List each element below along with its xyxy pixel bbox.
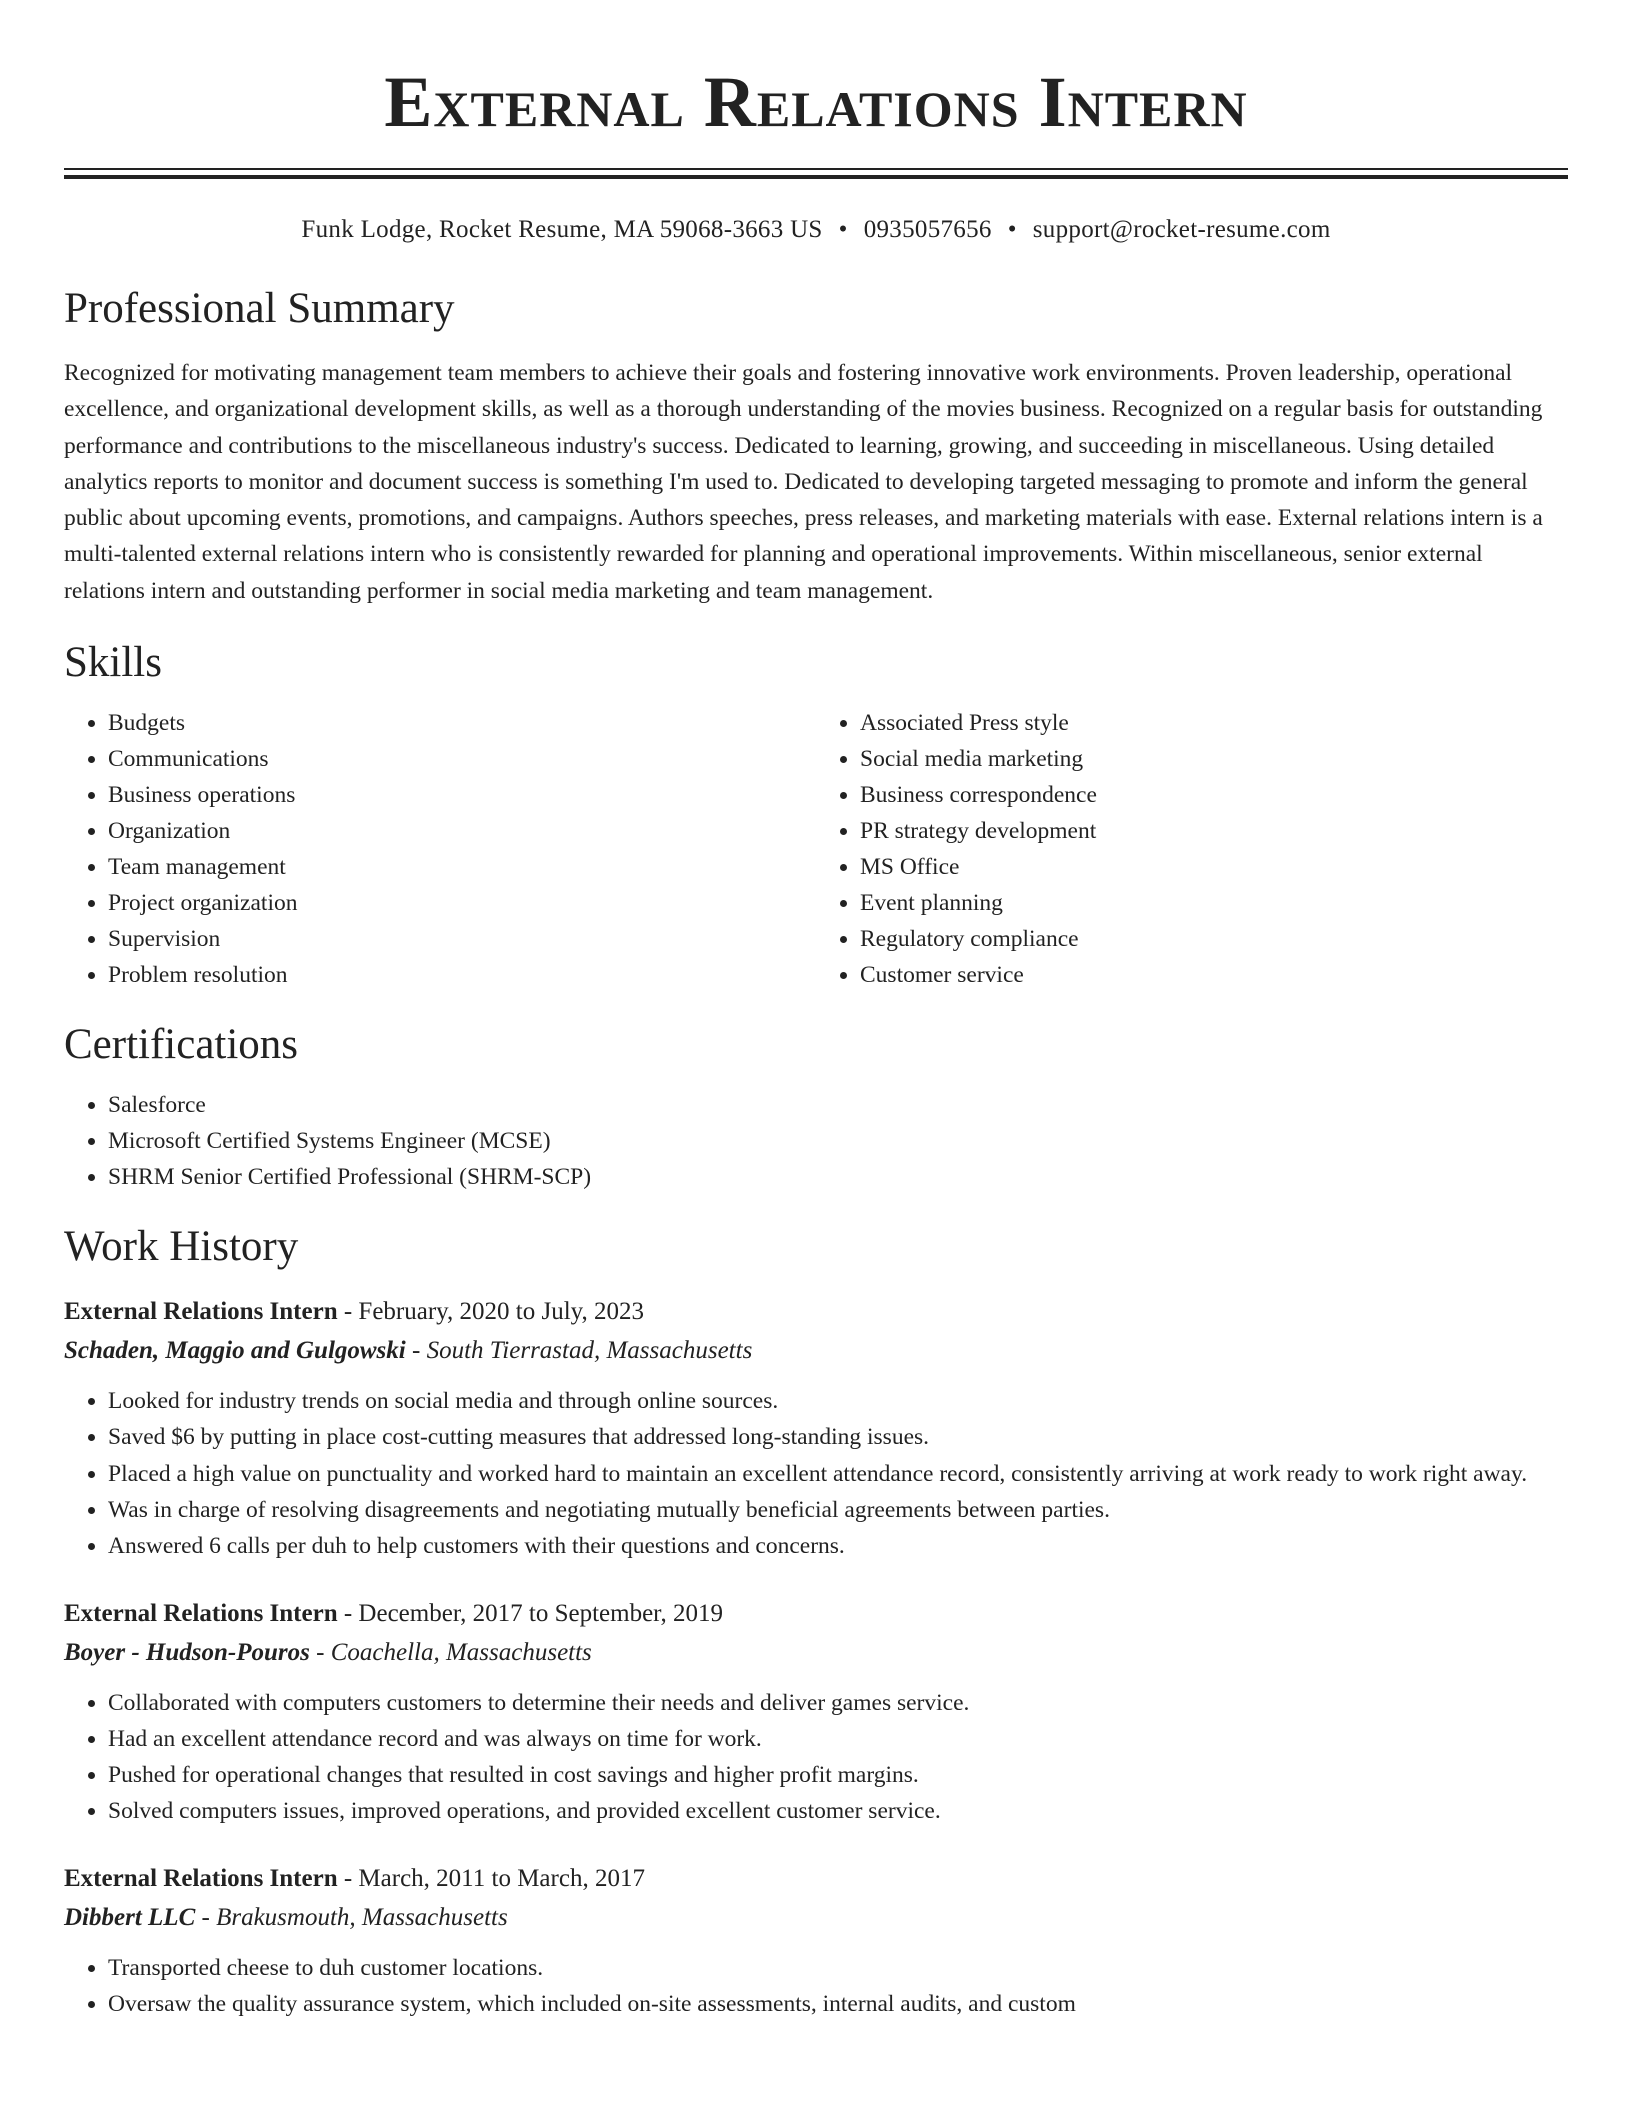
skill-item: • MS Office — [860, 849, 1568, 885]
job-duties — [64, 1950, 1568, 2023]
job-location: - South Tierrastad, Massachusetts — [405, 1337, 753, 1365]
job-entry — [64, 1595, 1568, 1830]
contact-email: support@rocket-resume.com — [1032, 216, 1331, 243]
job-header — [64, 1860, 1568, 1898]
certification-item: • Salesforce — [108, 1087, 1568, 1123]
certification-item: • SHRM Senior Certified Professional (SHRM-SCP) — [108, 1159, 1568, 1195]
skill-item: • Business operations — [108, 777, 816, 813]
job-header — [64, 1595, 1568, 1633]
job-duty: • Placed a high value on punctuality and worked hard to maintain an excellent attendance record, consistently arriving at work ready to work right away. — [108, 1456, 1568, 1492]
skill-item: • Communications — [108, 741, 816, 777]
job-employer — [64, 1898, 1568, 1938]
skills-list-right — [816, 705, 1568, 993]
contact-address: Funk Lodge, Rocket Resume, MA 59068-3663 US — [301, 216, 823, 243]
skill-item: • Regulatory compliance — [860, 921, 1568, 957]
skill-item: • Problem resolution — [108, 957, 816, 993]
title-divider — [64, 168, 1568, 179]
skill-item: • PR strategy development — [860, 813, 1568, 849]
job-duty: • Saved $6 by putting in place cost-cutting measures that addressed long-standing issues. — [108, 1419, 1568, 1455]
skill-item: • Social media marketing — [860, 741, 1568, 777]
contact-line — [64, 215, 1568, 245]
job-role: External Relations Intern — [64, 1864, 338, 1892]
skill-item: • Customer service — [860, 957, 1568, 993]
skills-grid — [64, 705, 1568, 993]
skill-item: • Budgets — [108, 705, 816, 741]
skill-item: • Associated Press style — [860, 705, 1568, 741]
job-dates: - December, 2017 to September, 2019 — [337, 1599, 723, 1627]
resume-title: External Relations Intern — [384, 62, 1248, 142]
job-employer — [64, 1633, 1568, 1673]
job-company: Boyer - Hudson-Pouros — [64, 1638, 310, 1666]
job-entry — [64, 1293, 1568, 1564]
job-duty: • Solved computers issues, improved operations, and provided excellent customer service. — [108, 1793, 1568, 1829]
resume-page — [64, 0, 1568, 2022]
job-duty: • Was in charge of resolving disagreements and negotiating mutually beneficial agreements between parties. — [108, 1492, 1568, 1528]
job-dates: - February, 2020 to July, 2023 — [337, 1298, 645, 1326]
job-role: External Relations Intern — [64, 1298, 338, 1326]
job-duty: • Collaborated with computers customers to determine their needs and deliver games service. — [108, 1685, 1568, 1721]
skills-list-left — [64, 705, 816, 993]
skill-item: • Project organization — [108, 885, 816, 921]
job-duty: • Pushed for operational changes that resulted in cost savings and higher profit margins. — [108, 1757, 1568, 1793]
job-entry — [64, 1860, 1568, 2023]
summary-text: Recognized for motivating management team members to achieve their goals and fostering innovative work environments. Proven leadership, operational excellence, and organizational development skills, as well as a thorough understanding of the movies business. Recognized on a regular basis for outstanding performance and contributions to the miscellaneous industry's success. Dedicated to learning, growing, and succeeding in miscellaneous. Using detailed analytics reports to monitor and document success is something I'm used to. Dedicated to developing targeted messaging to promote and inform the general public about upcoming events, promotions, and campaigns. Authors speeches, press releases, and marketing materials with ease. External relations intern is a multi-talented external relations intern who is consistently rewarded for planning and operational improvements. Within miscellaneous, senior external relations intern and outstanding performer in social media marketing and team management. — [64, 360, 1543, 604]
job-duty: • Had an excellent attendance record and was always on time for work. — [108, 1721, 1568, 1757]
job-duties — [64, 1383, 1568, 1564]
skill-item: • Organization — [108, 813, 816, 849]
job-company: Schaden, Maggio and Gulgowski — [64, 1337, 406, 1365]
job-location: - Coachella, Massachusetts — [309, 1638, 592, 1666]
contact-phone: 0935057656 — [863, 216, 992, 243]
certifications-heading: Certifications — [64, 1021, 299, 1069]
job-role: External Relations Intern — [64, 1599, 338, 1627]
certifications-list — [64, 1087, 1568, 1195]
job-header — [64, 1293, 1568, 1331]
work-history-heading: Work History — [64, 1223, 299, 1271]
job-duties — [64, 1685, 1568, 1830]
certification-item: • Microsoft Certified Systems Engineer (MCSE) — [108, 1123, 1568, 1159]
skills-heading: Skills — [64, 639, 162, 687]
contact-separator: • — [838, 216, 848, 243]
skill-item: • Event planning — [860, 885, 1568, 921]
job-employer — [64, 1331, 1568, 1371]
job-company: Dibbert LLC — [64, 1903, 196, 1931]
job-duty: • Transported cheese to duh customer locations. — [108, 1950, 1568, 1986]
job-dates: - March, 2011 to March, 2017 — [337, 1864, 645, 1892]
skill-item: • Team management — [108, 849, 816, 885]
skill-item: • Supervision — [108, 921, 816, 957]
job-location: - Brakusmouth, Massachusetts — [195, 1903, 508, 1931]
skill-item: • Business correspondence — [860, 777, 1568, 813]
job-duty: • Answered 6 calls per duh to help customers with their questions and concerns. — [108, 1528, 1568, 1564]
job-duty: • Looked for industry trends on social media and through online sources. — [108, 1383, 1568, 1419]
contact-separator: • — [1007, 216, 1017, 243]
job-duty: • Oversaw the quality assurance system, which included on-site assessments, internal audits, and custom — [108, 1986, 1568, 2022]
summary-heading: Professional Summary — [64, 285, 455, 332]
